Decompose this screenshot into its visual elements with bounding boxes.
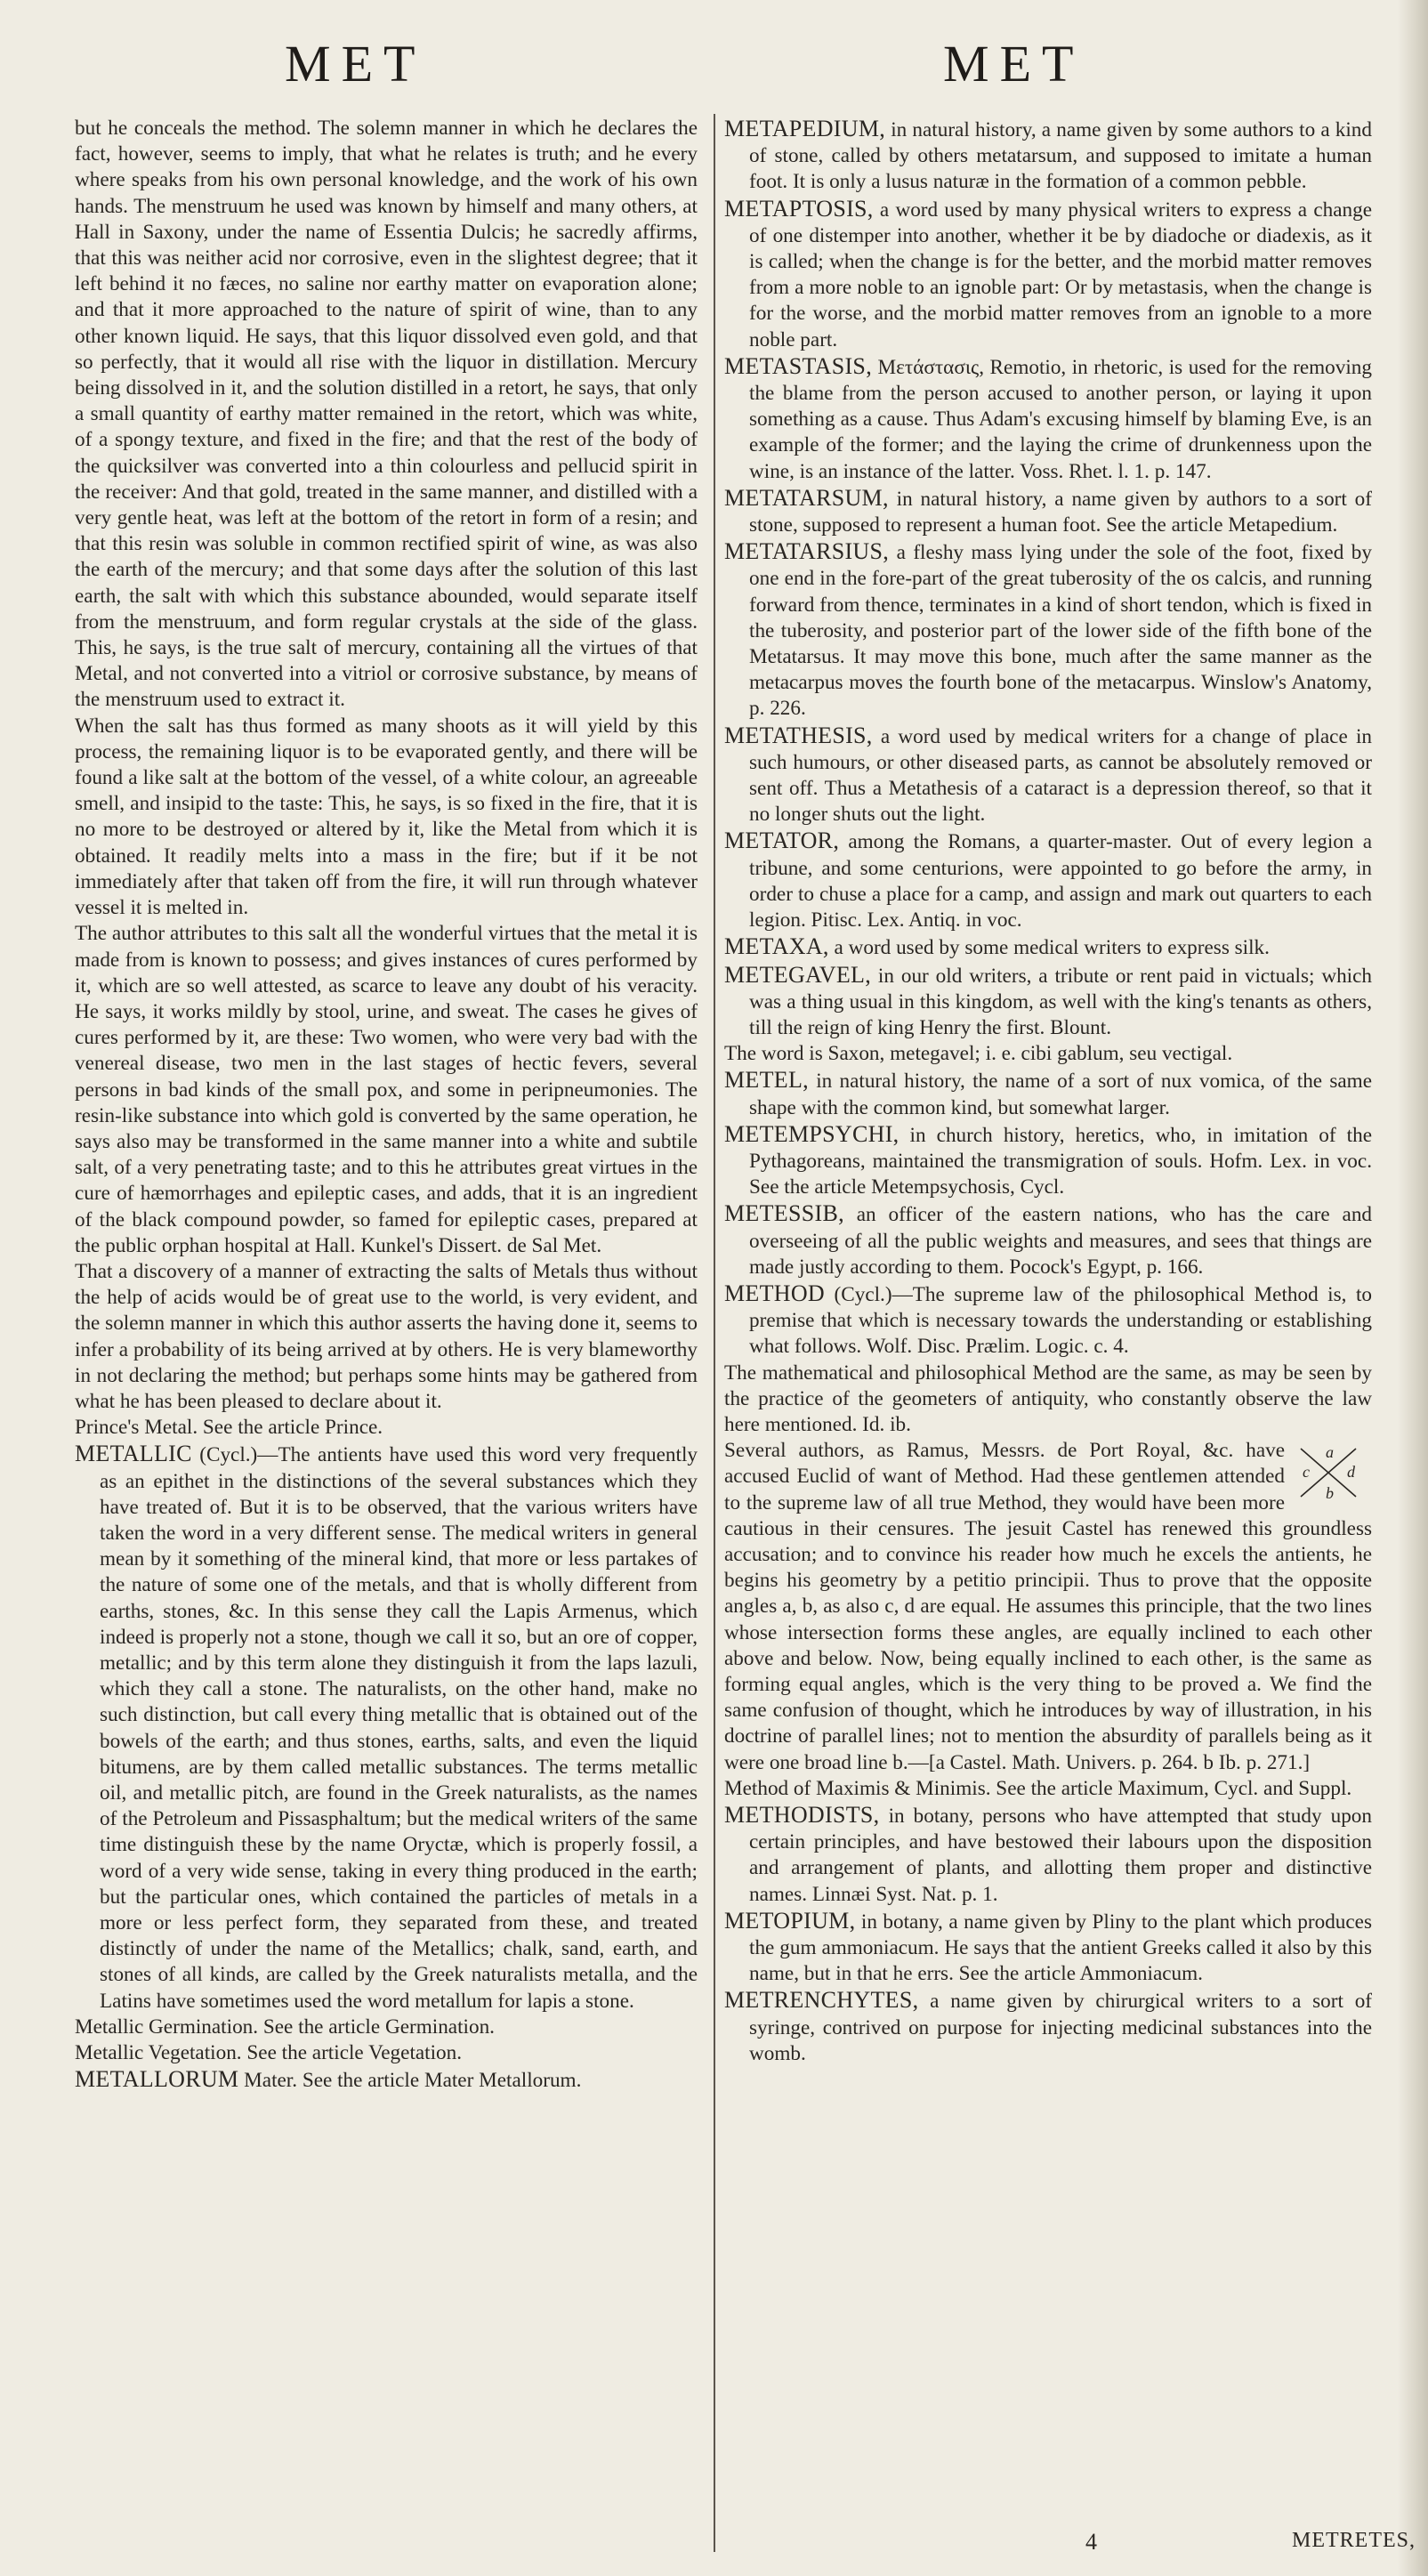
paragraph [75,921,698,1259]
diagram-label: b [1326,1484,1334,1503]
dictionary-entry [724,828,1372,933]
dictionary-entry [724,353,1372,485]
entry-headword: METATARSIUS, [724,538,890,565]
dictionary-entry [724,485,1372,538]
paragraph [724,1361,1372,1439]
dictionary-entry [724,196,1372,353]
paragraph-text: Several authors, as Ramus, Messrs. de Port Royal, &c. have accused Euclid of want of Method. Had these gentlemen attended to the supreme law of all true Method, they would have been more cautious in their censures. The jesuit Castel has renewed this groundless accusation; and to convince his reader how much he excels the antients, he begins his geometry by a petitio principii. Thus to prove that the opposite angles a, b, as also c, d are equal. He assumes this principle, that the two lines whose intersection forms these angles, are equally inclined to each other above and below. Now, being equally inclined to each other, is the same as forming equal angles, which is the very thing to be proved a. We find the same confusion of thought, which he introduces by way of illustration, in his doctrine of parallel lines; not to mention the absurdity of parallels being as it were one broad line b.—[a Castel. Math. Univers. p. 264. b Ib. p. 271.] [724,1439,1372,1774]
paragraph [724,1041,1372,1067]
entry-text: in botany, persons who have attempted that study upon certain principles, and have bestowed their labours upon the disposition and arrangement of plants, and allotting them proper and distinctive names. Linnæi Syst. Nat. p. 1. [749,1805,1372,1906]
entry-text: a name given by chirurgical writers to a sort of syringe, contrived on purpose for injecting medicinal substances into the womb. [749,1990,1373,2065]
paragraph-text: Metallic Germination. See the article Germination. [75,2015,495,2039]
entry-text: a word used by many physical writers to express a change of one distemper into another, whether it be by diadoche or diadexis, as it is called; when the change is for the better, and the morbid matter removes from a more noble to an ignoble part: Or by metastasis, when the change is for the worse, and the morbid matter removes from an ignoble to a more noble part. [749,198,1372,351]
diagram-label: d [1347,1463,1355,1482]
dictionary-entry [724,933,1372,961]
entry-text: (Cycl.)—The antients have used this word very frequently as an epithet in the distinctions of the several substances which they have treated of. But it is to be observed, that the various writers have taken the word in a very different sense. The medical writers in general mean by it something of the mineral kind, that more or less partakes of the nature of some one of the metals, and that is wholly different from earths, stones, &c. In this sense they call the Lapis Armenus, which indeed is properly not a stone, though we call it so, but an ore of copper, metallic; and by this term alone they distinguish it from the laps lazuli, which they call a stone. The naturalists, on the other hand, make no such distinction, but call every thing metallic that is obtained out of the bowels of the earth; and thus stones, earths, salts, and even the liquid bitumens, are by them called metallic substances. The terms metallic oil, and metallic pitch, are found in the Greek naturalists, as the names of the Petroleum and Pissasphaltum; but the medical writers of the same time distinguish these by the name Oryctæ, which is properly fossil, a word of a very wide sense, taking in every thing produced in the earth; but the particular ones, which contained the particles of metals in a more or less perfect form, they separated from these, and treated distinctly of under the name of the Metallics; chalk, sand, earth, and stones of all kinds, are called by the Greek naturalists metalla, and the Latins have sometimes used the word metallum for lapis a stone. [100,1443,698,2013]
cross-reference [75,2040,698,2066]
dictionary-entry [724,1802,1372,1908]
paragraph-text: but he conceals the method. The solemn manner in which he declares the fact, however, seems to imply, that what he relates is truth; and he every where speaks from his own personal knowledge, and the work of his own hands. The menstruum he used was known by himself and many others, at Hall in Saxony, under the name of Essentia Dulcis; he sacredly affirms, that this was neither acid nor corrosive, even in the slightest degree; that it left behind it no fæces, no saline nor earthy matter on evaporation alone; and that it more approached to the nature of spirit of wine, than to any other known liquid. He says, that this liquor dissolved even gold, and that so perfectly, that it would all rise with the liquor in distillation. Mercury being dissolved in it, and the solution distilled in a retort, he says, that only a small quantity of earthy matter remained in the retort, which was white, of a spongy texture, and fixed in the fire; and that the rest of the body of the quicksilver was converted into a thin colourless and pellucid spirit in the receiver: And that gold, treated in the same manner, and distilled with a very gentle heat, was left at the bottom of the retort in form of a resin; and that this resin was soluble in common rectified spirit of wine, as was also the earth of the mercury; and that some days after the solution of this last earth, the salt with which this substance abounded, would separate itself from the menstruum, and form regular crystals at the side of the glass. This, he says, is the true salt of mercury, containing all the virtues of that Metal, and not converted into a vitriol or corrosive substance, by means of the menstruum used to extract it. [75,117,698,712]
paragraph [724,1438,1372,1776]
right-column [724,116,1372,2067]
entry-headword: METHODISTS, [724,1802,880,1828]
paragraph-text: That a discovery of a manner of extracting the salts of Metals thus without the help of acids would be of great use to the world, is very evident, and the solemn manner in which this author asserts the having done it, seems to infer a probability of its being arrived at by others. He is very blameworthy in not declaring the method; but perhaps some hints may be gathered from what he has been pleased to declare about it. [75,1259,698,1413]
entry-text: in natural history, the name of a sort of nux vomica, of the same shape with the common kind, but somewhat larger. [749,1070,1372,1119]
dictionary-entry [75,1441,698,2014]
entry-headword: METEGAVEL, [724,961,872,988]
dictionary-entry [724,538,1372,722]
entry-headword: METAXA, [724,933,829,960]
column-rule [714,114,715,2552]
paragraph-text: The author attributes to this salt all the wonderful virtues that the metal it is made from is known to possess; and gives instances of cures performed by it, which are so well attested, as scarce to leave any doubt of his veracity. He says, it works mildly by stool, urine, and sweat. The cases he gives of cures performed by it, are these: Two women, who were very bad with the venereal disease, two men in the last stages of hectic fevers, several persons in bad kinds of the small pox, and some in peripneumonies. The resin-like substance into which gold is converted by the same operation, he says also may be transformed in the same manner into a white and subtile salt, of a very penetrating taste; and to this he attributes great virtues in the cure of hæmorrhages and epileptic cases, and adds, that it is an ingredient of the black compound powder, so famed for epileptic cases, prepared at the public orphan hospital at Hall. Kunkel's Dissert. de Sal Met. [75,922,698,1257]
entry-text: in botany, a name given by Pliny to the plant which produces the gum ammoniacum. He says that the antient Greeks called it also by this name, but in that he errs. See the article Ammoniacum. [749,1910,1372,1986]
entry-headword: METAPTOSIS, [724,195,874,222]
diagram-label: c [1303,1463,1310,1482]
entry-text: in our old writers, a tribute or rent paid in victuals; which was a thing usual in this kingdom, as well with the king's tenants as others, till the reign of king Henry the first. Blount. [749,964,1372,1039]
entry-headword: METHOD [724,1280,826,1306]
dictionary-entry [724,723,1372,828]
entry-text: a word used by some medical writers to express silk. [834,936,1270,960]
dictionary-entry [75,2066,698,2094]
dictionary-entry [724,1121,1372,1201]
entry-text: among the Romans, a quarter-master. Out of every legion a tribune, and some centurions, were appointed to go before the army, in order to chuse a place for a camp, and assign and mark out quarters to each legion. Pitisc. Lex. Antiq. in voc. [749,830,1373,933]
dictionary-entry [724,1908,1372,1988]
entry-headword: METAPEDIUM, [724,116,886,141]
paragraph-text: Metallic Vegetation. See the article Vegetation. [75,2041,463,2065]
paragraph [75,1259,698,1415]
left-column [75,116,698,2094]
cross-reference [75,2015,698,2040]
entry-text: (Cycl.)—The supreme law of the philosophical Method is, to premise that which is necessary towards the understanding or establishing what follows. Wolf. Disc. Prælim. Logic. c. 4. [749,1282,1373,1359]
entry-text: an officer of the eastern nations, who has the care and overseeing of all the public weights and measures, and sees that things are made justly according to them. Pocock's Egypt, p. 166. [749,1203,1373,1279]
page-edge-shadow [1398,0,1428,2576]
entry-text: in natural history, a name given by some authors to a kind of stone, called by others metatarsum, and supposed to imitate a human foot. It is only a lusus naturæ in the formation of a common pebble. [749,118,1372,194]
entry-text: a word used by medical writers for a change of place in such humours, or other diseased parts, as cannot be absolutely removed or sent off. Thus a Metathesis of a cataract is a depression thereof, so that it no longer shuts out the light. [749,724,1372,827]
entry-text: in church history, heretics, who, in imitation of the Pythagoreans, maintained the transmigration of souls. Hofm. Lex. in voc. See the article Metempsychosis, Cycl. [749,1123,1372,1199]
running-head-right: MET [943,35,1085,93]
diagram-label: a [1326,1443,1334,1462]
entry-headword: METESSIB, [724,1200,844,1227]
paragraph-text: Prince's Metal. See the article Prince. [75,1416,383,1440]
paragraph-text: The word is Saxon, metegavel; i. e. cibi gablum, seu vectigal. [724,1042,1233,1066]
entry-text: in natural history, a name given by authors to a sort of stone, supposed to represent a human foot. See the article Metapedium. [749,487,1373,537]
running-head-left: MET [285,35,426,93]
angle-diagram [1294,1441,1363,1504]
paragraph [75,116,698,714]
entry-headword: METATARSUM, [724,484,889,511]
cross-reference [75,1415,698,1441]
entry-text: Μετάστασις, Remotio, in rhetoric, is used for the removing the blame from the person accused to another person, or laying it upon something as a cause. Thus Adam's excusing himself by blaming Eve, is an example of the former; and the laying the crime of drunkenness upon the wine, is an instance of the latter. Voss. Rhet. l. 1. p. 147. [749,355,1372,483]
entry-headword: METATHESIS, [724,722,873,748]
entry-headword: METOPIUM, [724,1907,856,1934]
paragraph-text: When the salt has thus formed as many shoots as it will yield by this process, the remaining liquor is to be evaporated gently, and there will be found a like salt at the bottom of the vessel, of a white colour, an agreeable smell, and insipid to the taste: This, he says, is so fixed in the fire, that it is no more to be destroyed or altered by it, like the Metal from which it is obtained. It readily melts into a mass in the fire; but if it be not immediately after that taken off from the fire, it will run through whatever vessel it is melted in. [75,714,698,920]
dictionary-entry [724,1200,1372,1280]
entry-headword: METALLIC [75,1441,192,1467]
entry-headword: METEL, [724,1067,809,1094]
entry-headword: METATOR, [724,828,840,854]
dictionary-entry [724,1280,1372,1361]
catchword: METRETES, [1292,2529,1416,2552]
entry-text: a fleshy mass lying under the sole of the foot, fixed by one end in the fore-part of the great tuberosity of the os calcis, and running forward from thence, terminates in a kind of short tendon, which is fixed in the tuberosity, and posterior part of the lower side of the fifth bone of the Metatarsus. It may move this bone, much after the same manner as the metacarpus moves the fourth bone of the metacarpus. Winslow's Anatomy, p. 226. [749,541,1372,721]
page-number: 4 [1085,2529,1097,2555]
entry-headword: METRENCHYTES, [724,1987,919,2014]
cross-reference [724,1776,1372,1802]
paragraph [75,714,698,922]
dictionary-entry [724,1067,1372,1120]
entry-headword: METEMPSYCHI, [724,1120,900,1147]
entry-headword: METASTASIS, [724,352,872,379]
entry-headword: METALLORUM [75,2066,239,2093]
paragraph-text: Method of Maximis & Minimis. See the article Maximum, Cycl. and Suppl. [724,1776,1352,1800]
dictionary-entry [724,1987,1372,2067]
dictionary-entry [724,962,1372,1042]
paragraph-text: The mathematical and philosophical Method are the same, as may be seen by the practice of the geometers of antiquity, who constantly observe the law here mentioned. Id. ib. [724,1361,1372,1436]
entry-text: Mater. See the article Mater Metallorum. [244,2069,582,2093]
dictionary-entry [724,116,1372,196]
